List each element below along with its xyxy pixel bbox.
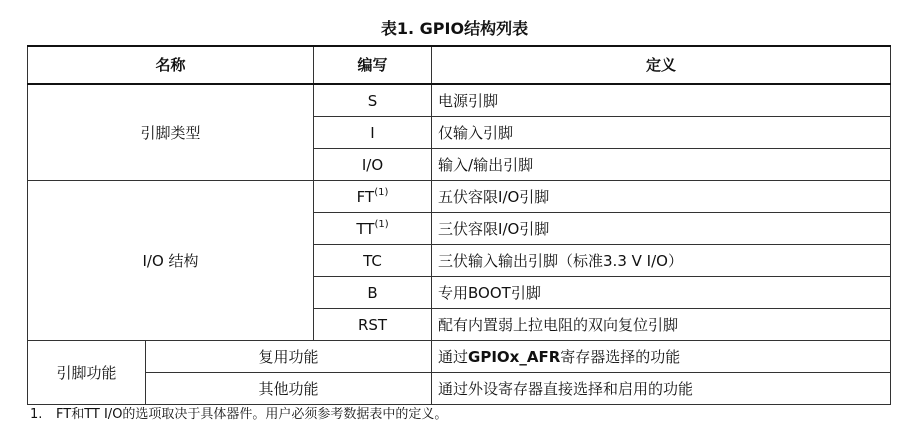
table-row	[28, 341, 891, 373]
abbr-cell: RST	[314, 309, 432, 341]
abbr-cell: I/O	[314, 149, 432, 181]
definition-cell: 五伏容限I/O引脚	[432, 181, 891, 213]
definition-cell: 仅输入引脚	[432, 117, 891, 149]
abbr-text: FT	[356, 187, 375, 206]
footnote-ref: (1)	[374, 186, 389, 198]
abbr-text: TT	[356, 219, 375, 238]
group-pin-type: 引脚类型	[28, 84, 314, 181]
abbr-cell: I	[314, 117, 432, 149]
definition-cell	[432, 341, 891, 373]
definition-post: 寄存器选择的功能	[560, 347, 681, 366]
definition-cell: 三伏容限I/O引脚	[432, 213, 891, 245]
abbr-cell	[314, 213, 432, 245]
abbr-cell: TC	[314, 245, 432, 277]
abbr-cell: B	[314, 277, 432, 309]
table-title: 表1. GPIO结构列表	[380, 19, 529, 38]
abbr-cell: S	[314, 84, 432, 117]
footnote-text: FT和TT I/O的选项取决于具体器件。用户必须参考数据表中的定义。	[56, 407, 448, 422]
definition-cell: 专用BOOT引脚	[432, 277, 891, 309]
footnote	[30, 406, 447, 424]
group-pin-function: 引脚功能	[28, 341, 146, 405]
footnote-ref: (1)	[374, 218, 389, 230]
footnote-number: 1.	[30, 407, 43, 422]
abbr-cell	[314, 181, 432, 213]
gpio-structure-table	[27, 45, 891, 405]
header-definition: 定义	[432, 46, 891, 84]
header-abbr: 编写	[314, 46, 432, 84]
header-name: 名称	[28, 46, 314, 84]
definition-cell: 输入/输出引脚	[432, 149, 891, 181]
function-sub-cell: 其他功能	[146, 373, 432, 405]
definition-cell: 电源引脚	[432, 84, 891, 117]
table-row	[28, 84, 891, 117]
function-sub-cell: 复用功能	[146, 341, 432, 373]
header-row	[28, 46, 891, 84]
definition-pre: 通过	[438, 347, 469, 366]
group-io-structure: I/O 结构	[28, 181, 314, 341]
definition-cell: 通过外设寄存器直接选择和启用的功能	[432, 373, 891, 405]
table-row	[28, 181, 891, 213]
definition-cell: 三伏输入输出引脚（标准3.3 V I/O）	[432, 245, 891, 277]
table-row	[28, 373, 891, 405]
definition-cell: 配有内置弱上拉电阻的双向复位引脚	[432, 309, 891, 341]
register-name: GPIOx_AFR	[468, 347, 561, 366]
